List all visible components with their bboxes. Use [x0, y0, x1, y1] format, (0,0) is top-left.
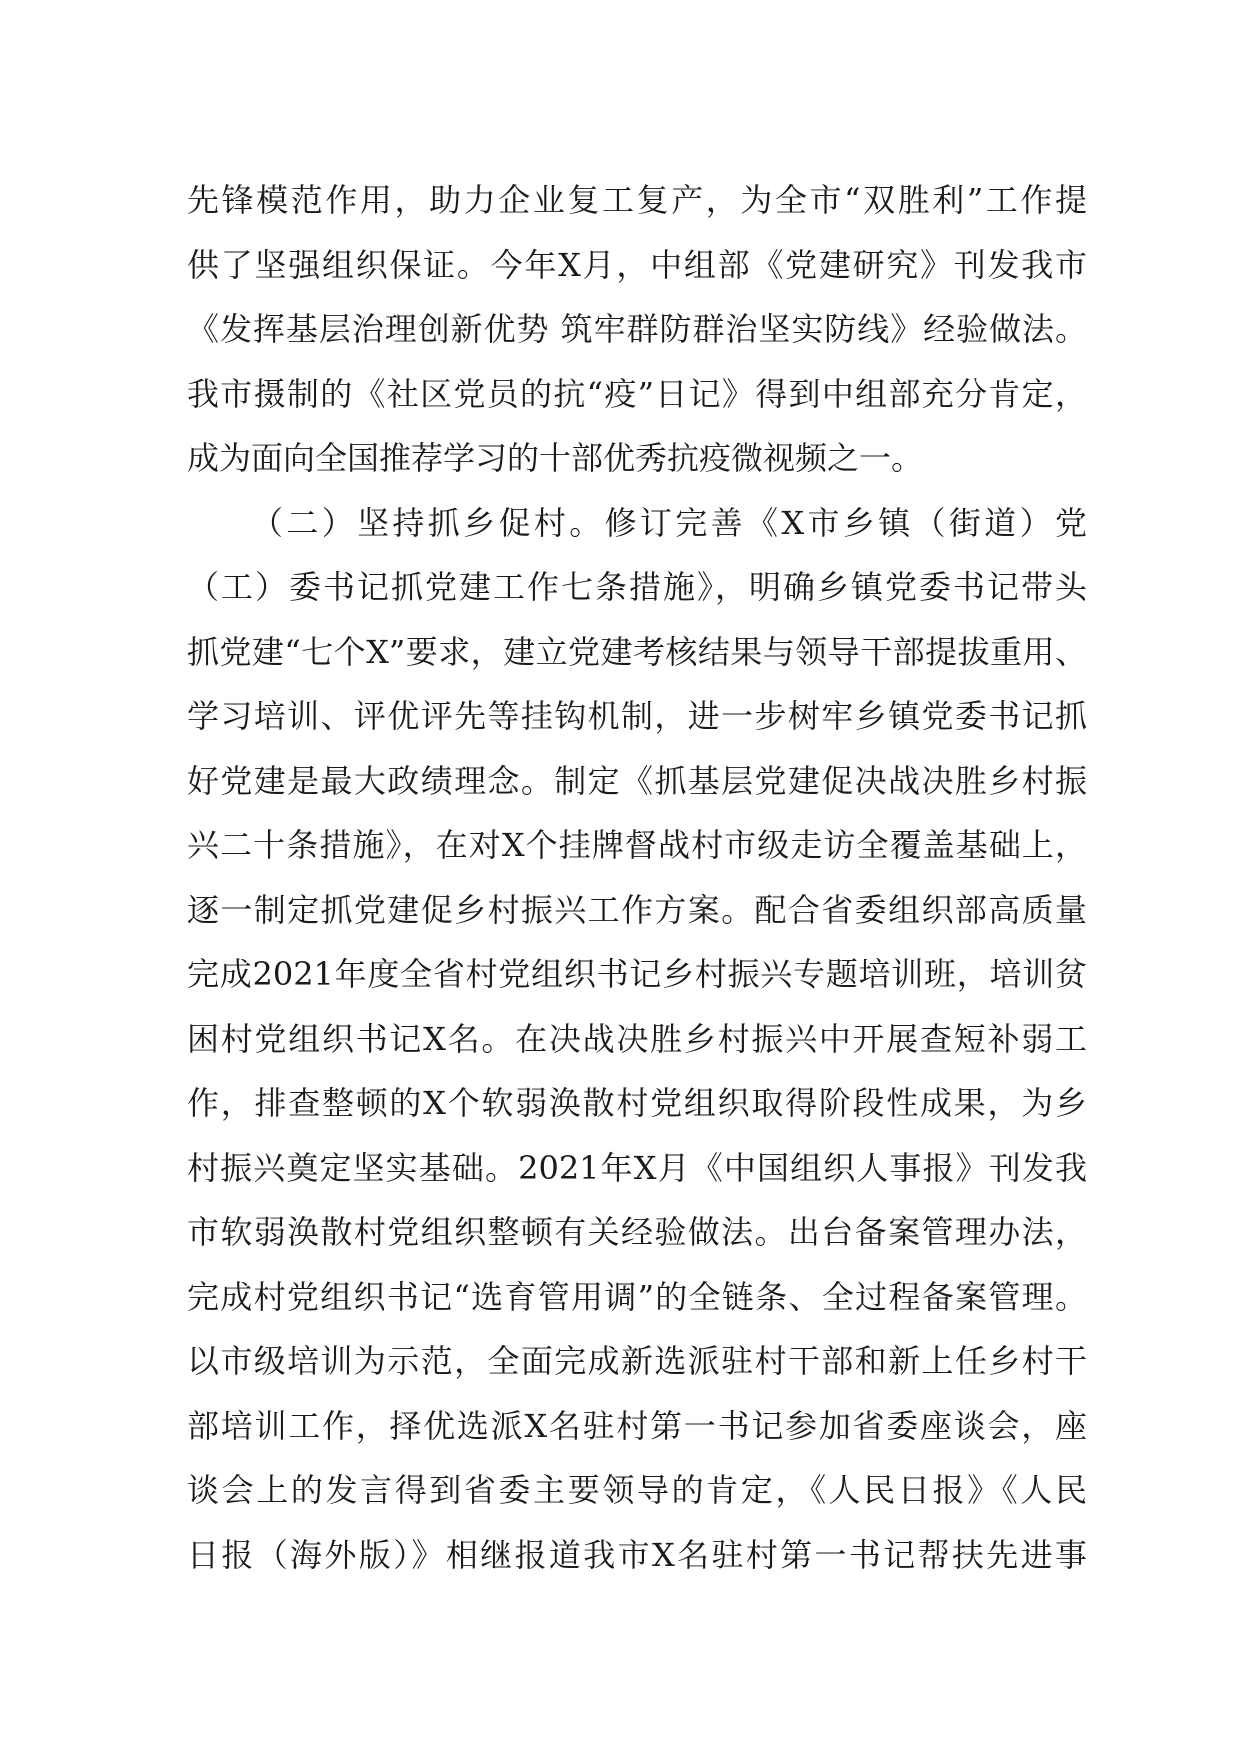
section-heading-line: （二）坚持抓乡促村。修订完善《X市乡镇（街道）党: [251, 503, 1087, 542]
text-line: 抓党建“七个X”要求，建立党建考核结果与领导干部提拔重用、: [187, 632, 1087, 671]
text-line: 先锋模范作用，助力企业复工复产，为全市“双胜利”工作提: [187, 181, 1087, 219]
text-line: 部培训工作，择优选派X名驻村第一书记参加省委座谈会，座: [187, 1406, 1087, 1445]
text-line: 学习培训、评优评先等挂钩机制，进一步树牢乡镇党委书记抓: [187, 697, 1087, 735]
text-line: 市软弱涣散村党组织整顿有关经验做法。出台备案管理办法，: [187, 1213, 1087, 1251]
text-line: （工）委书记抓党建工作七条措施》，明确乡镇党委书记带头: [187, 568, 1087, 606]
text-line: 村振兴奠定坚实基础。2021年X月《中国组织人事报》刊发我: [187, 1148, 1087, 1187]
text-line: 以市级培训为示范，全面完成新选派驻村干部和新上任乡村干: [187, 1342, 1087, 1380]
text-line: 完成2021年度全省村党组织书记乡村振兴专题培训班，培训贫: [187, 955, 1087, 993]
text-line: 兴二十条措施》，在对X个挂牌督战村市级走访全覆盖基础上，: [187, 826, 1087, 864]
text-line: 我市摄制的《社区党员的抗“疫”日记》得到中组部充分肯定，: [187, 374, 1087, 413]
body-text: [187, 168, 1087, 1587]
text-line: 困村党组织书记X名。在决战决胜乡村振兴中开展查短补弱工: [187, 1019, 1087, 1058]
text-line: 作，排查整顿的X个软弱涣散村党组织取得阶段性成果，为乡: [187, 1084, 1087, 1122]
text-line: 好党建是最大政绩理念。制定《抓基层党建促决战决胜乡村振: [187, 761, 1087, 800]
text-line: 逐一制定抓党建促乡村振兴工作方案。配合省委组织部高质量: [187, 890, 1087, 929]
text-line: 完成村党组织书记“选育管用调”的全链条、全过程备案管理。: [187, 1277, 1087, 1316]
text-line: 谈会上的发言得到省委主要领导的肯定，《人民日报》《人民: [187, 1471, 1087, 1509]
text-line: 日报（海外版）》相继报道我市X名驻村第一书记帮扶先进事: [187, 1535, 1087, 1574]
text-line: 《发挥基层治理创新优势 筑牢群防群治坚实防线》经验做法。: [187, 310, 1087, 348]
text-line: 成为面向全国推荐学习的十部优秀抗疫微视频之一。: [187, 439, 924, 477]
text-line: 供了坚强组织保证。今年X月，中组部《党建研究》刊发我市: [187, 245, 1087, 284]
